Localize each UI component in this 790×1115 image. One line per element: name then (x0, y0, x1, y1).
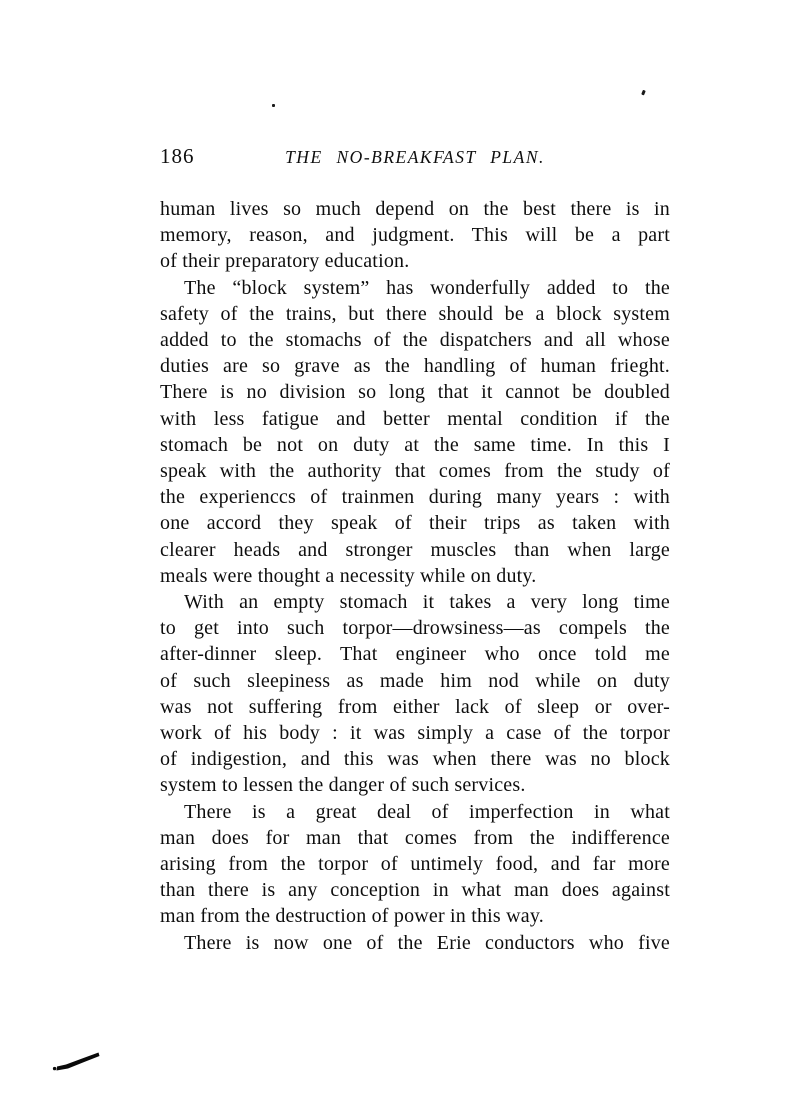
text-line: added to the stomachs of the dispatchers and all whose (160, 329, 670, 352)
text-line: man does for man that comes from the indifference (160, 826, 670, 849)
page-number: 186 (160, 144, 195, 168)
text-line: There is now one of the Erie conductors who five (184, 931, 670, 954)
ink-smudge-icon (52, 1050, 100, 1072)
text-line: of indigestion, and this was when there was no block (160, 748, 670, 771)
text-line: to get into such torpor—drowsiness—as compels the (160, 617, 670, 640)
text-line: stomach be not on duty at the same time. In this I (160, 433, 670, 456)
text-line: speak with the authority that comes from the study of (160, 460, 670, 483)
text-line: There is no division so long that it cannot be doubled (160, 381, 670, 404)
text-line: than there is any conception in what man does against (160, 879, 670, 902)
scan-tick-icon (641, 90, 645, 96)
text-line: after-dinner sleep. That engineer who once told me (160, 643, 670, 666)
scan-speck-icon (272, 104, 275, 107)
text-line: system to lessen the danger of such services. (160, 774, 526, 797)
text-line: With an empty stomach it takes a very long time (184, 591, 670, 614)
text-line: was not suffering from either lack of sleep or over- (160, 695, 670, 718)
text-line: the experienccs of trainmen during many years : with (160, 486, 670, 509)
text-line: The “block system” has wonderfully added to the (184, 276, 670, 299)
text-line: meals were thought a necessity while on duty. (160, 564, 537, 587)
text-line: clearer heads and stronger muscles than when large (160, 538, 670, 561)
text-line: work of his body : it was simply a case of the torpor (160, 722, 670, 745)
text-line: safety of the trains, but there should be a block system (160, 302, 670, 325)
text-line: human lives so much depend on the best there is in (160, 198, 670, 220)
page-header (160, 144, 670, 174)
text-line: man from the destruction of power in this way. (160, 905, 544, 928)
page-body (160, 196, 670, 956)
text-line: of such sleepiness as made him nod while on duty (160, 669, 670, 692)
text-line: memory, reason, and judgment. This will be a part (160, 224, 670, 247)
text-line: There is a great deal of imperfection in what (184, 800, 670, 823)
text-line: arising from the torpor of untimely food, and far more (160, 853, 670, 876)
text-line: of their preparatory education. (160, 250, 410, 273)
text-line: one accord they speak of their trips as taken with (160, 512, 670, 535)
running-title: THE NO-BREAKFAST PLAN. (285, 147, 545, 167)
text-line: duties are so grave as the handling of human frieght. (160, 355, 670, 378)
text-line: with less fatigue and better mental condition if the (160, 407, 670, 430)
